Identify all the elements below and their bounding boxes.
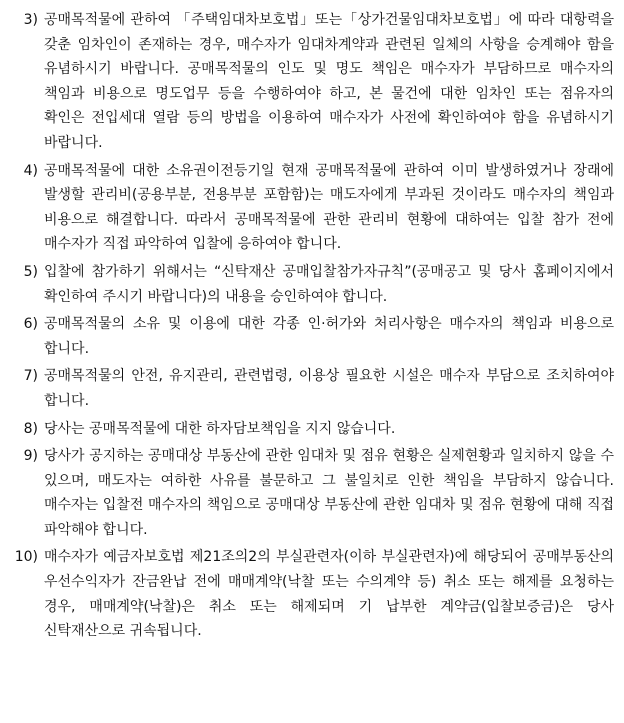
item-number: 7)	[23, 368, 38, 385]
list-item	[6, 417, 614, 442]
list-item	[6, 159, 614, 257]
item-text: 공매목적물에 대한 소유권이전등기일 현재 공매목적물에 관하여 이미 발생하였거나 장래에 발생할 관리비(공용부분, 전용부분 포함함)는 매도자에게 부과된 것이라도 매수자의 책임과 비용으로 해결합니다. 따라서 공매목적물에 관한 관리비 현황에 대하여는 입찰 참가 전에 매수자가 직접 파악하여 입찰에 응하여야 합니다.	[44, 162, 614, 253]
item-text: 공매목적물의 안전, 유지관리, 관련법령, 이용상 필요한 시설은 매수자 부담으로 조치하여야 합니다.	[44, 368, 614, 409]
list-item	[6, 312, 614, 361]
item-number: 8)	[23, 420, 38, 437]
item-text: 당사가 공지하는 공매대상 부동산에 관한 임대차 및 점유 현황은 실제현황과 일치하지 않을 수 있으며, 매도자는 여하한 사유를 불문하고 그 불일치로 인한 책임을 부담하지 않습니다. 매수자는 입찰전 매수자의 책임으로 공매대상 부동산에 관한 임대차 및 점유 현황에 대해 직접 파악해야 합니다.	[44, 448, 614, 538]
list-item	[6, 545, 614, 643]
item-number: 10)	[14, 549, 38, 566]
list-item	[6, 260, 614, 309]
item-text: 공매목적물의 소유 및 이용에 대한 각종 인·허가와 처리사항은 매수자의 책임과 비용으로 합니다.	[44, 316, 614, 357]
item-text: 입찰에 참가하기 위해서는 “신탁재산 공매입찰참가자규칙”(공매공고 및 당사 홈페이지에서 확인하여 주시기 바랍니다)의 내용을 승인하여야 합니다.	[44, 263, 614, 305]
list-item	[6, 444, 614, 542]
item-number: 4)	[23, 162, 38, 179]
item-number: 5)	[23, 263, 38, 280]
item-text: 매수자가 예금자보호법 제21조의2의 부실관련자(이하 부실관련자)에 해당되어 공매부동산의 우선수익자가 잔금완납 전에 매매계약(낙찰 또는 수의계약 등) 취소 또는 해제를 요청하는 경우, 매매계약(낙찰)은 취소 또는 해제되며 기 납부한 계약금(입찰보증금)은 당사 신탁재산으로 귀속됩니다.	[44, 549, 614, 640]
list-item	[6, 364, 614, 413]
item-number: 6)	[23, 316, 38, 333]
item-text: 공매목적물에 관하여 「주택임대차보호법」또는「상가건물임대차보호법」에 따라 대항력을 갖춘 임차인이 존재하는 경우, 매수자가 임대차계약과 관련된 일체의 사항을 승계해야 함을 유념하시기 바랍니다. 공매목적물의 인도 및 명도 책임은 매수자가 부담하므로 매수자의 책임과 비용으로 명도업무 등을 수행하여야 하고, 본 물건에 대한 임차인 또는 점유자의 확인은 전입세대 열람 등의 방법을 이용하여 매수자가 사전에 확인하여야 함을 유념하시기 바랍니다.	[44, 12, 614, 151]
list-item	[6, 8, 614, 156]
item-text: 당사는 공매목적물에 대한 하자담보책임을 지지 않습니다.	[44, 420, 396, 437]
item-number: 3)	[23, 12, 38, 28]
item-number: 9)	[23, 448, 38, 465]
